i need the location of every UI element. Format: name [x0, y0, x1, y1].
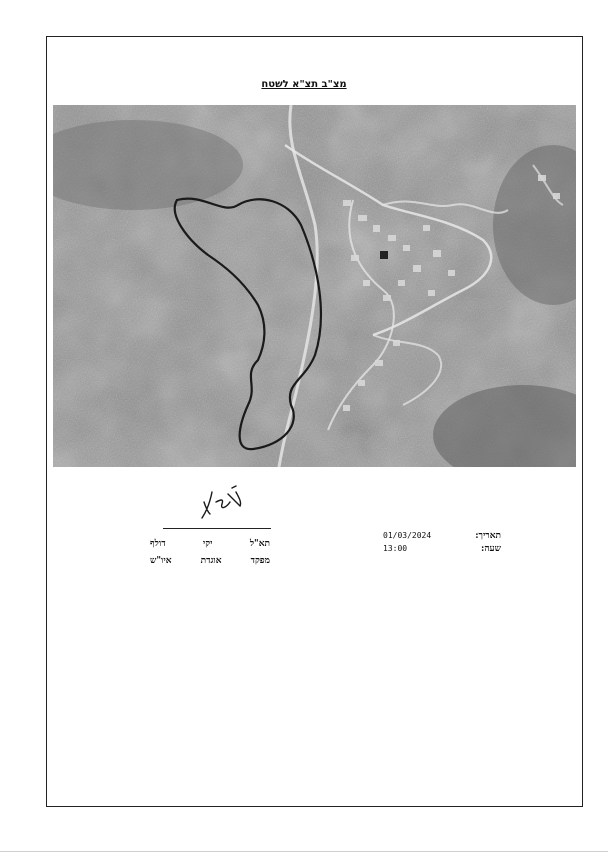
- signer-role-part: איו"ש: [150, 556, 172, 566]
- time-label: שעה:: [481, 544, 501, 554]
- signer-role: [150, 555, 270, 566]
- map-marker: [380, 251, 388, 259]
- signature-line: [163, 528, 271, 529]
- date-value: 01/03/2024: [383, 531, 432, 540]
- time-value: 13:00: [383, 544, 408, 553]
- signer-name: [150, 538, 270, 549]
- document-title: מצ"ב תצ"א לשטח: [261, 79, 347, 90]
- signer-first-name: יקי: [202, 539, 213, 549]
- aerial-map-svg: [53, 105, 576, 467]
- date-label: תאריך:: [475, 531, 501, 541]
- signer-last-name: דולף: [150, 539, 166, 549]
- handwritten-signature: [196, 480, 256, 520]
- signer-rank: תא"ל: [249, 539, 270, 549]
- page-bottom-edge: [0, 851, 608, 852]
- signer-role-part: אוגדת: [200, 556, 222, 566]
- signer-role-part: מפקד: [250, 556, 270, 566]
- aerial-map-image: [53, 105, 576, 467]
